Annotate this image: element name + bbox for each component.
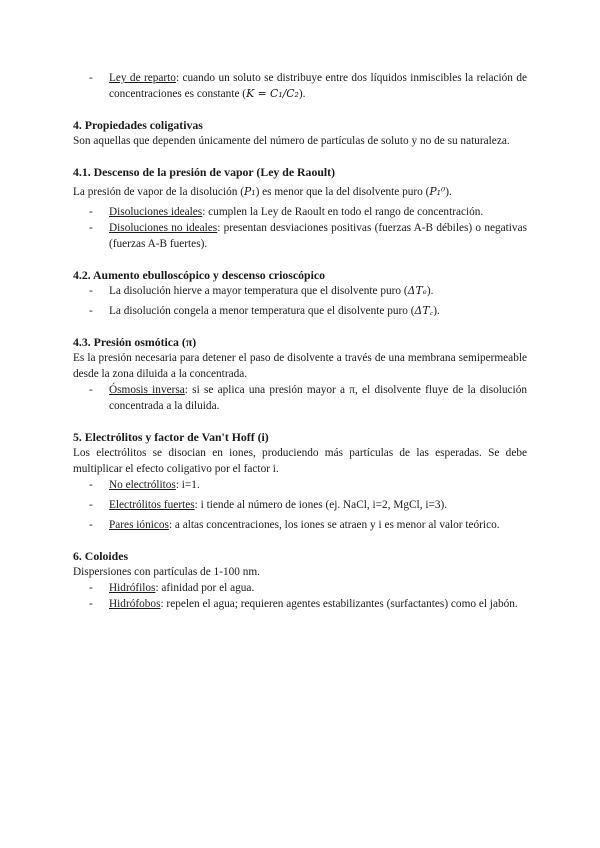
section-4-2	[73, 267, 527, 319]
list-item-crioscopico	[73, 303, 527, 319]
term-pares-ionicos: Pares iónicos	[109, 519, 169, 531]
section-4-2-title: 4.2. Aumento ebulloscópico y descenso crioscópico	[73, 268, 325, 282]
list-item-ebulloscopico	[73, 283, 527, 299]
section-6	[73, 548, 527, 612]
term-ley-reparto: Ley de reparto	[109, 72, 176, 84]
list-item-hidrofobos	[73, 596, 527, 612]
bullet-dash: -	[89, 582, 93, 594]
term-disoluciones-ideales: Disoluciones ideales	[109, 206, 203, 218]
list-item-osmosis-inversa	[73, 382, 527, 414]
text-osmosis-inversa: : si se aplica una presión mayor a π, el disolvente fluye de la disolución concentrada a la diluida.	[109, 384, 527, 412]
section-4-3	[73, 334, 527, 414]
text-ley-reparto: : cuando un soluto se distribuye entre dos líquidos inmiscibles la relación de concentraciones es constante (	[109, 72, 527, 100]
section-5-title: 5. Electrólitos y factor de Van't Hoff (i)	[73, 430, 269, 444]
section-4-3-intro: Es la presión necesaria para detener el paso de disolvente a través de una membrana semipermeable desde la zona diluida a la concentrada.	[73, 352, 527, 380]
section-4-1-title: 4.1. Descenso de la presión de vapor (Ley de Raoult)	[73, 165, 336, 179]
term-no-electrolitos: No electrólitos	[109, 479, 176, 491]
raoult-text-a: La presión de vapor de la disolución (	[73, 186, 244, 198]
text-disoluciones-no-ideales: : presentan desviaciones positivas (fuerzas A-B débiles) o negativas (fuerzas A-B fuertes).	[109, 222, 527, 250]
bullet-dash: -	[89, 285, 93, 297]
raoult-text-b: ) es menor que la del disolvente puro (	[255, 186, 430, 198]
section-4-3-title: 4.3. Presión osmótica (π)	[73, 335, 197, 349]
text-ebulloscopico-end: ).	[426, 285, 434, 297]
bullet-dash: -	[89, 222, 93, 234]
text-pares-ionicos: : a altas concentraciones, los iones se atraen y i es menor al valor teórico.	[168, 519, 500, 531]
bullet-dash: -	[89, 519, 93, 531]
section-6-title: 6. Coloides	[73, 549, 129, 563]
term-osmosis-inversa: Ósmosis inversa	[109, 384, 185, 396]
section-4	[73, 117, 527, 149]
section-4-title: 4. Propiedades coligativas	[73, 118, 203, 132]
text-hidrofilos: : afinidad por el agua.	[155, 582, 255, 594]
text-no-electrolitos: : i=1.	[175, 479, 200, 491]
document-content	[73, 70, 527, 612]
bullet-dash: -	[89, 72, 93, 84]
bullet-dash: -	[89, 384, 93, 396]
section-5	[73, 429, 527, 533]
term-hidrofilos: Hidrófilos	[109, 582, 156, 594]
text-crioscopico: La disolución congela a menor temperatura que el disolvente puro (	[109, 305, 415, 317]
text-ebulloscopico: La disolución hierve a mayor temperatura que el disolvente puro (	[109, 285, 408, 297]
list-item-disoluciones-ideales	[73, 204, 527, 220]
text-electrolitos-fuertes: : i tiende al número de iones (ej. NaCl, i=2, MgCl	[194, 499, 420, 511]
list-item-pares-ionicos	[73, 517, 527, 533]
text-crioscopico-end: ).	[433, 305, 440, 317]
text-electrolitos-fuertes-end: , i=3).	[419, 499, 448, 511]
bullet-dash: -	[89, 479, 93, 491]
bullet-dash: -	[89, 305, 93, 317]
list-item-hidrofilos	[73, 580, 527, 596]
term-electrolitos-fuertes: Electrólitos fuertes	[109, 499, 195, 511]
formula-p1-0: P₁⁰	[429, 185, 446, 198]
term-disoluciones-no-ideales: Disoluciones no ideales	[109, 222, 218, 234]
section-6-intro: Dispersiones con partículas de 1-100 nm.	[73, 566, 260, 578]
bullet-dash: -	[89, 598, 93, 610]
section-4-1	[73, 164, 527, 252]
formula-delta-te: ΔTₑ	[407, 284, 427, 297]
raoult-text-c: ).	[445, 186, 452, 198]
list-item-no-electrolitos	[73, 477, 527, 493]
list-item-ley-reparto	[73, 70, 527, 102]
text-hidrofobos: : repelen el agua; requieren agentes estabilizantes (surfactantes) como el jabón.	[160, 598, 518, 610]
section-4-intro: Son aquellas que dependen únicamente del número de partículas de soluto y no de su naturaleza.	[73, 135, 510, 147]
section-5-intro: Los electrólitos se disocian en iones, produciendo más partículas de las esperadas. Se debe multiplicar el efecto coligativo por el factor i.	[73, 447, 527, 475]
term-hidrofobos: Hidrófobos	[109, 598, 161, 610]
bullet-dash: -	[89, 499, 93, 511]
bullet-dash: -	[89, 206, 93, 218]
list-item-electrolitos-fuertes	[73, 497, 527, 513]
text-disoluciones-ideales: : cumplen la Ley de Raoult en todo el rango de concentración.	[202, 206, 484, 218]
list-item-disoluciones-no-ideales	[73, 220, 527, 252]
formula-reparto: K = C₁/C₂	[246, 87, 299, 100]
section-4-1-intro	[73, 184, 527, 200]
formula-delta-tc: ΔT꜀	[414, 304, 434, 317]
formula-p1: P₁	[243, 185, 256, 198]
text-ley-reparto-end: ).	[298, 88, 306, 100]
